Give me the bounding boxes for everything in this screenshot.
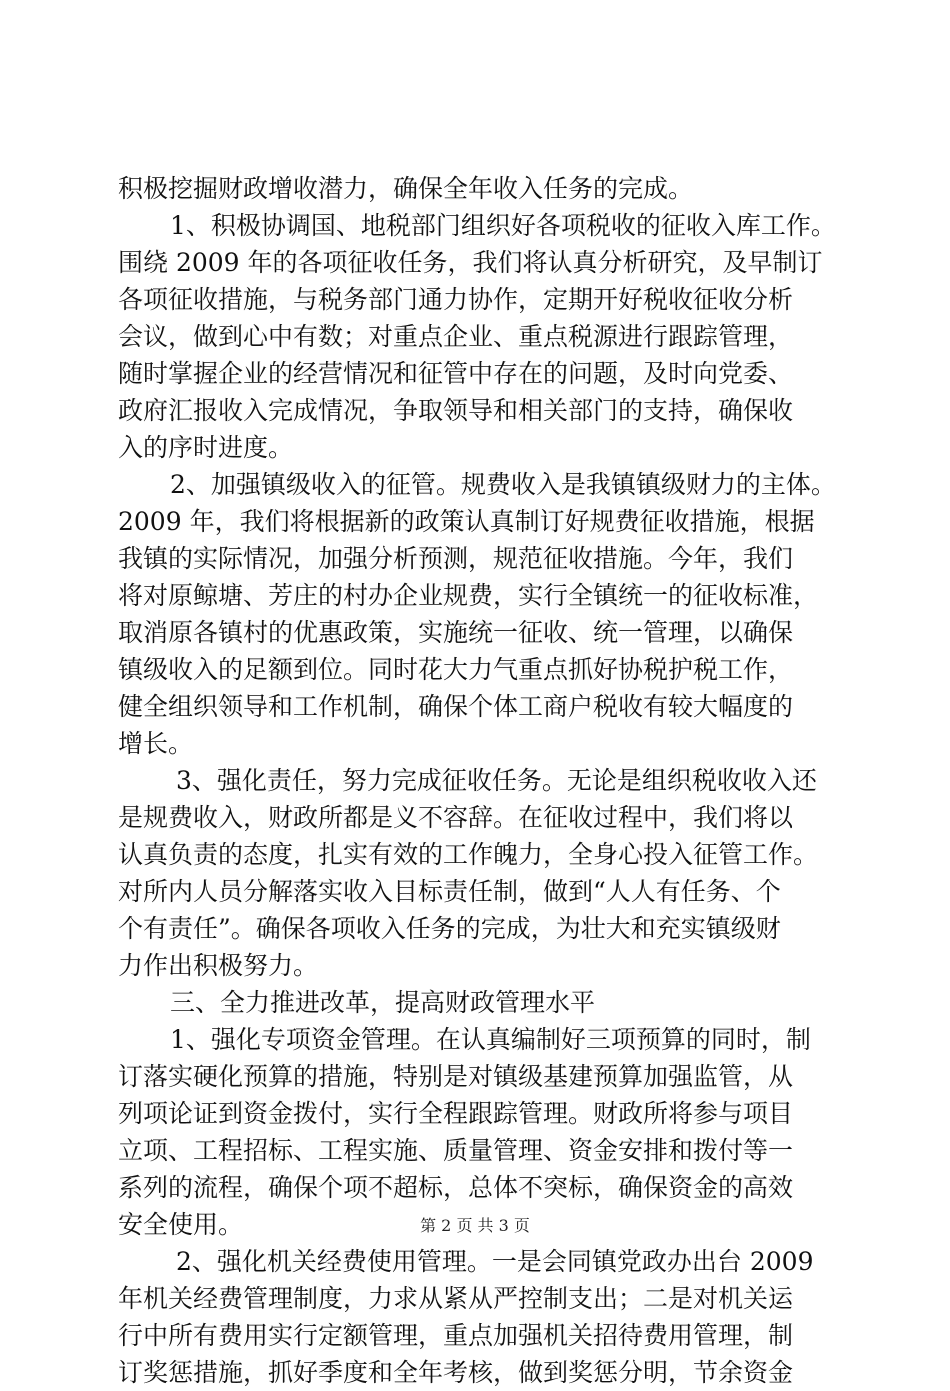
paragraph-line: 2009 年，我们将根据新的政策认真制订好规费征收措施，根据 bbox=[118, 507, 815, 536]
paragraph-line: 积极挖掘财政增收潜力，确保全年收入任务的完成。 bbox=[118, 174, 694, 203]
paragraph-line: 系列的流程，确保个项不超标，总体不突标，确保资金的高效 bbox=[118, 1173, 794, 1202]
document-body bbox=[118, 170, 834, 1391]
paragraph-line: 政府汇报收入完成情况，争取领导和相关部门的支持，确保收 bbox=[118, 396, 794, 425]
paragraph-line: 镇级收入的足额到位。同时花大力气重点抓好协税护税工作， bbox=[118, 655, 794, 684]
paragraph-line: 1、积极协调国、地税部门组织好各项税收的征收入库工作。 bbox=[170, 211, 836, 240]
paragraph-line: 3、强化责任，努力完成征收任务。无论是组织税收收入还 bbox=[176, 766, 817, 795]
paragraph-line: 2、强化机关经费使用管理。一是会同镇党政办出台 2009 bbox=[176, 1247, 814, 1276]
paragraph-line: 行中所有费用实行定额管理，重点加强机关招待费用管理，制 bbox=[118, 1321, 794, 1350]
paragraph-line: 取消原各镇村的优惠政策，实施统一征收、统一管理，以确保 bbox=[118, 618, 794, 647]
paragraph-line: 力作出积极努力。 bbox=[118, 951, 319, 980]
paragraph-line: 围绕 2009 年的各项征收任务，我们将认真分析研究，及早制订 bbox=[118, 248, 823, 277]
paragraph-line: 安全使用。 bbox=[118, 1210, 244, 1239]
paragraph-line: 订落实硬化预算的措施，特别是对镇级基建预算加强监管，从 bbox=[118, 1062, 794, 1091]
paragraph-line: 1、强化专项资金管理。在认真编制好三项预算的同时，制 bbox=[170, 1025, 811, 1054]
paragraph-line: 对所内人员分解落实收入目标责任制，做到“人人有任务、个 bbox=[118, 877, 781, 906]
paragraph-line: 随时掌握企业的经营情况和征管中存在的问题，及时向党委、 bbox=[118, 359, 794, 388]
paragraph-line: 我镇的实际情况，加强分析预测，规范征收措施。今年，我们 bbox=[118, 544, 794, 573]
paragraph-line: 认真负责的态度，扎实有效的工作魄力，全身心投入征管工作。 bbox=[118, 840, 819, 869]
paragraph-line: 健全组织领导和工作机制，确保个体工商户税收有较大幅度的 bbox=[118, 692, 794, 721]
paragraph-line: 订奖惩措施，抓好季度和全年考核，做到奖惩分明，节余资金 bbox=[118, 1358, 794, 1387]
page-footer: 第 2 页 共 3 页 bbox=[420, 1216, 530, 1235]
paragraph-line: 各项征收措施，与税务部门通力协作，定期开好税收征收分析 bbox=[118, 285, 794, 314]
paragraph-line: 个有责任”。确保各项收入任务的完成，为壮大和充实镇级财 bbox=[118, 914, 781, 943]
paragraph-line: 2、加强镇级收入的征管。规费收入是我镇镇级财力的主体。 bbox=[170, 470, 836, 499]
section-heading: 三、全力推进改革，提高财政管理水平 bbox=[170, 988, 596, 1017]
paragraph-line: 列项论证到资金拨付，实行全程跟踪管理。财政所将参与项目 bbox=[118, 1099, 794, 1128]
paragraph-line: 年机关经费管理制度，力求从紧从严控制支出；二是对机关运 bbox=[118, 1284, 794, 1313]
paragraph-line: 将对原鲸塘、芳庄的村办企业规费，实行全镇统一的征收标准， bbox=[118, 581, 819, 610]
paragraph-line: 是规费收入，财政所都是义不容辞。在征收过程中，我们将以 bbox=[118, 803, 794, 832]
paragraph-line: 增长。 bbox=[118, 729, 194, 758]
paragraph-line: 立项、工程招标、工程实施、质量管理、资金安排和拨付等一 bbox=[118, 1136, 794, 1165]
paragraph-line: 入的序时进度。 bbox=[118, 433, 294, 462]
paragraph-line: 会议，做到心中有数；对重点企业、重点税源进行跟踪管理， bbox=[118, 322, 794, 351]
